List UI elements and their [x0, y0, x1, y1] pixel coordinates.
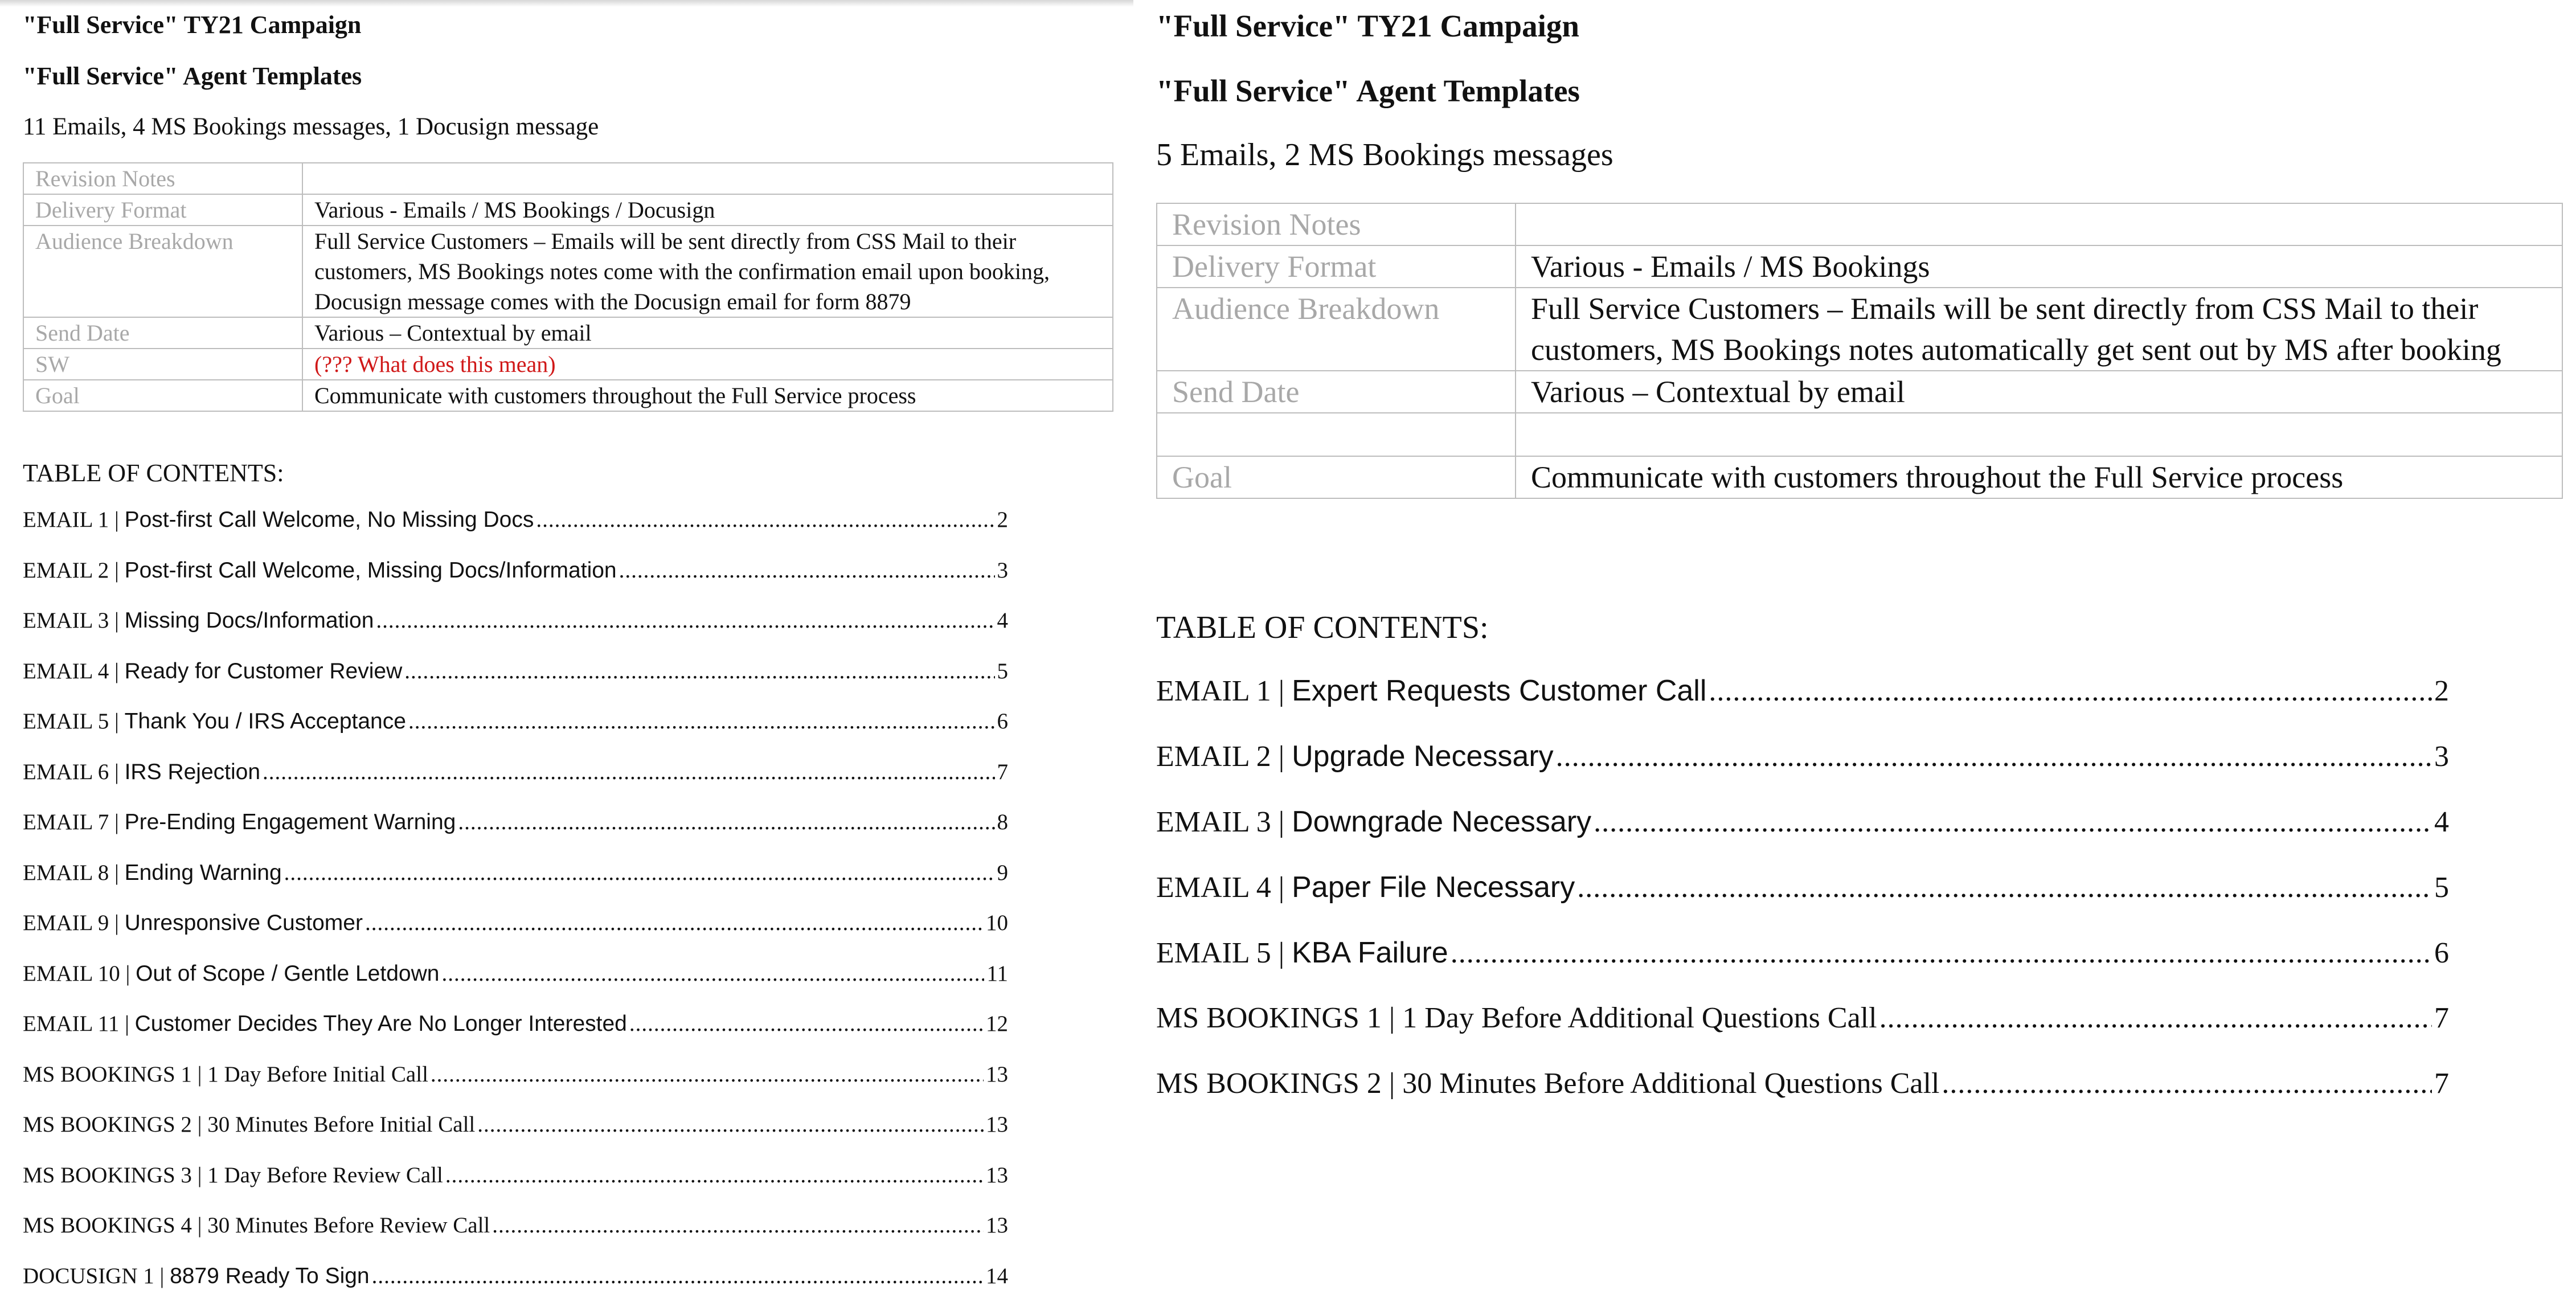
- toc-page: 6: [2434, 937, 2449, 969]
- toc-leader: [376, 608, 994, 633]
- toc-leader: [629, 1011, 984, 1037]
- toc-entry[interactable]: [1156, 1067, 2449, 1132]
- meta-value: Communicate with customers throughout the Full Service process: [1516, 456, 2562, 498]
- meta-value: Full Service Customers – Emails will be sent directly from CSS Mail to their customers, MS Bookings notes come with the confirmation email upon booking, Docusign message comes with the Docusign email for form 8879: [302, 226, 1113, 317]
- toc-leader: [284, 860, 995, 886]
- toc-title: Post-first Call Welcome, Missing Docs/Information: [124, 558, 617, 583]
- toc-leader: [477, 1112, 984, 1137]
- toc-title: Downgrade Necessary: [1292, 805, 1592, 838]
- toc-prefix: EMAIL 2 |: [23, 558, 119, 583]
- toc-prefix: MS BOOKINGS 2 |: [23, 1112, 202, 1137]
- toc-page: 7: [2434, 1002, 2449, 1034]
- toc-page: 5: [997, 658, 1008, 683]
- toc-leader: [458, 809, 994, 835]
- toc-prefix: DOCUSIGN 1 |: [23, 1263, 165, 1288]
- meta-key: Revision Notes: [23, 163, 302, 194]
- toc-leader: [441, 961, 984, 986]
- toc-page: 12: [986, 1011, 1008, 1036]
- toc-title: Ready for Customer Review: [124, 658, 403, 683]
- meta-value: [302, 163, 1113, 194]
- toc-prefix: MS BOOKINGS 4 |: [23, 1213, 202, 1238]
- meta-row: [1157, 456, 2562, 498]
- toc-page: 3: [997, 558, 1008, 583]
- toc-title: Ending Warning: [124, 860, 282, 885]
- toc-page: 13: [986, 1062, 1008, 1087]
- meta-key: Audience Breakdown: [23, 226, 302, 317]
- toc-entry[interactable]: [23, 759, 1008, 810]
- toc-title: 8879 Ready To Sign: [170, 1263, 370, 1288]
- toc-page: 13: [986, 1112, 1008, 1137]
- toc-title: Pre-Ending Engagement Warning: [124, 810, 456, 834]
- toc-page: 3: [2434, 740, 2449, 773]
- toc-entry[interactable]: [23, 809, 1008, 860]
- toc-list: [23, 507, 1008, 1313]
- toc-prefix: MS BOOKINGS 2 |: [1156, 1067, 1395, 1100]
- toc-title: 1 Day Before Initial Call: [207, 1062, 428, 1087]
- meta-key: [1157, 413, 1516, 456]
- meta-value: Full Service Customers – Emails will be sent directly from CSS Mail to their customers, MS Bookings notes automatically get sent out by MS after booking: [1516, 288, 2562, 371]
- toc-entry[interactable]: [1156, 936, 2449, 1001]
- toc-page: 8: [997, 810, 1008, 834]
- toc-page: 4: [997, 608, 1008, 633]
- toc-entry[interactable]: [1156, 739, 2449, 805]
- meta-key: Send Date: [1157, 371, 1516, 413]
- toc-leader: [1577, 871, 2432, 904]
- doc-summary: 11 Emails, 4 MS Bookings messages, 1 Docusign message: [23, 113, 599, 140]
- toc-entry[interactable]: [23, 1062, 1008, 1112]
- toc-title: 30 Minutes Before Additional Questions Call: [1402, 1067, 1940, 1100]
- toc-leader: [536, 507, 994, 532]
- toc-title: KBA Failure: [1292, 936, 1448, 969]
- toc-page: 2: [2434, 675, 2449, 707]
- toc-entry[interactable]: [23, 558, 1008, 608]
- meta-value: Various - Emails / MS Bookings / Docusign: [302, 194, 1113, 226]
- meta-key: Audience Breakdown: [1157, 288, 1516, 371]
- toc-page: 5: [2434, 871, 2449, 904]
- toc-prefix: EMAIL 8 |: [23, 860, 119, 885]
- toc-leader: [1879, 1001, 2432, 1035]
- toc-entry[interactable]: [23, 708, 1008, 759]
- doc-subtitle: "Full Service" Agent Templates: [23, 62, 362, 90]
- toc-leader: [1709, 674, 2432, 708]
- toc-leader: [263, 759, 994, 785]
- toc-prefix: EMAIL 5 |: [1156, 937, 1285, 969]
- toc-entry[interactable]: [1156, 805, 2449, 870]
- meta-row: [1157, 203, 2562, 245]
- toc-leader: [619, 558, 995, 583]
- toc-leader: [431, 1062, 984, 1087]
- toc-prefix: EMAIL 9 |: [23, 911, 119, 935]
- meta-value: Various – Contextual by email: [1516, 371, 2562, 413]
- toc-page: 11: [986, 961, 1008, 986]
- toc-entry[interactable]: [23, 860, 1008, 911]
- toc-heading: TABLE OF CONTENTS:: [1156, 610, 1489, 645]
- meta-value: [1516, 203, 2562, 245]
- toc-entry[interactable]: [23, 658, 1008, 709]
- toc-page: 10: [986, 911, 1008, 935]
- toc-entry[interactable]: [23, 1212, 1008, 1263]
- toc-title: Thank You / IRS Acceptance: [124, 709, 406, 734]
- toc-leader: [372, 1263, 984, 1289]
- meta-row: [23, 194, 1113, 226]
- toc-entry[interactable]: [1156, 870, 2449, 936]
- toc-prefix: EMAIL 5 |: [23, 709, 119, 734]
- toc-leader: [1942, 1067, 2432, 1100]
- toc-page: 6: [997, 709, 1008, 734]
- toc-entry[interactable]: [1156, 674, 2449, 739]
- toc-prefix: EMAIL 4 |: [1156, 871, 1285, 904]
- toc-entry[interactable]: [23, 608, 1008, 658]
- meta-value: Various – Contextual by email: [302, 317, 1113, 349]
- meta-key: Revision Notes: [1157, 203, 1516, 245]
- meta-row-empty: [1157, 413, 2562, 456]
- toc-title: Upgrade Necessary: [1292, 740, 1554, 773]
- toc-prefix: EMAIL 1 |: [1156, 675, 1285, 707]
- toc-title: 1 Day Before Review Call: [207, 1162, 443, 1187]
- toc-prefix: EMAIL 7 |: [23, 810, 119, 834]
- toc-leader: [1451, 936, 2432, 970]
- toc-entry[interactable]: [23, 961, 1008, 1011]
- doc-subtitle: "Full Service" Agent Templates: [1156, 73, 1580, 108]
- toc-title: 30 Minutes Before Initial Call: [207, 1112, 476, 1137]
- toc-leader: [445, 1162, 984, 1188]
- toc-title: Paper File Necessary: [1292, 871, 1575, 904]
- toc-title: 30 Minutes Before Review Call: [207, 1213, 490, 1238]
- toc-page: 2: [997, 507, 1008, 532]
- toc-prefix: EMAIL 3 |: [1156, 806, 1285, 838]
- toc-title: 1 Day Before Additional Questions Call: [1402, 1002, 1877, 1034]
- toc-page: 14: [986, 1263, 1008, 1288]
- toc-page: 4: [2434, 806, 2449, 838]
- meta-row: [1157, 288, 2562, 371]
- toc-leader: [1594, 805, 2432, 839]
- meta-value-highlight: (??? What does this mean): [302, 349, 1113, 380]
- toc-title: Unresponsive Customer: [124, 911, 363, 935]
- toc-title: Post-first Call Welcome, No Missing Docs: [124, 507, 534, 532]
- meta-row: [1157, 371, 2562, 413]
- meta-row: [1157, 245, 2562, 288]
- meta-value: Various - Emails / MS Bookings: [1516, 245, 2562, 288]
- meta-value: [1516, 413, 2562, 456]
- doc-title: "Full Service" TY21 Campaign: [1156, 9, 1579, 43]
- toc-prefix: EMAIL 6 |: [23, 759, 119, 784]
- toc-page: 7: [997, 759, 1008, 784]
- toc-prefix: MS BOOKINGS 3 |: [23, 1162, 202, 1187]
- toc-entry[interactable]: [23, 1162, 1008, 1213]
- toc-title: Expert Requests Customer Call: [1292, 674, 1707, 707]
- toc-heading: TABLE OF CONTENTS:: [23, 459, 284, 487]
- toc-title: Missing Docs/Information: [124, 608, 374, 633]
- metadata-table: [1156, 203, 2563, 499]
- meta-key: Send Date: [23, 317, 302, 349]
- meta-key: SW: [23, 349, 302, 380]
- toc-prefix: EMAIL 1 |: [23, 507, 119, 532]
- toc-list: [1156, 674, 2449, 1132]
- toc-title: Customer Decides They Are No Longer Interested: [134, 1011, 627, 1036]
- toc-title: IRS Rejection: [124, 759, 261, 784]
- meta-key: Goal: [1157, 456, 1516, 498]
- meta-key: Delivery Format: [23, 194, 302, 226]
- doc-summary: 5 Emails, 2 MS Bookings messages: [1156, 137, 1613, 173]
- toc-entry[interactable]: [23, 910, 1008, 961]
- toc-entry[interactable]: [23, 1011, 1008, 1062]
- meta-row: [23, 226, 1113, 317]
- metadata-table: [23, 162, 1113, 412]
- doc-title: "Full Service" TY21 Campaign: [23, 11, 362, 39]
- toc-prefix: EMAIL 4 |: [23, 658, 119, 683]
- meta-row: [23, 380, 1113, 411]
- toc-leader: [404, 658, 994, 684]
- meta-row: [23, 349, 1113, 380]
- toc-entry[interactable]: [1156, 1001, 2449, 1067]
- toc-prefix: MS BOOKINGS 1 |: [1156, 1002, 1395, 1034]
- meta-row: [23, 317, 1113, 349]
- toc-leader: [1556, 740, 2432, 773]
- toc-page: 7: [2434, 1067, 2449, 1100]
- top-shadow: [0, 0, 1133, 7]
- toc-leader: [492, 1212, 984, 1238]
- toc-prefix: EMAIL 3 |: [23, 608, 119, 633]
- toc-leader: [365, 910, 984, 936]
- toc-leader: [408, 708, 995, 734]
- meta-value: Communicate with customers throughout the Full Service process: [302, 380, 1113, 411]
- meta-key: Delivery Format: [1157, 245, 1516, 288]
- toc-entry[interactable]: [23, 1112, 1008, 1162]
- toc-entry[interactable]: [23, 1263, 1008, 1314]
- toc-page: 13: [986, 1213, 1008, 1238]
- toc-page: 9: [997, 860, 1008, 885]
- toc-page: 13: [986, 1162, 1008, 1187]
- toc-prefix: MS BOOKINGS 1 |: [23, 1062, 202, 1087]
- meta-key: Goal: [23, 380, 302, 411]
- toc-title: Out of Scope / Gentle Letdown: [136, 961, 440, 986]
- toc-prefix: EMAIL 11 |: [23, 1011, 129, 1036]
- meta-row: [23, 163, 1113, 194]
- toc-entry[interactable]: [23, 507, 1008, 558]
- toc-prefix: EMAIL 10 |: [23, 961, 130, 986]
- toc-prefix: EMAIL 2 |: [1156, 740, 1285, 773]
